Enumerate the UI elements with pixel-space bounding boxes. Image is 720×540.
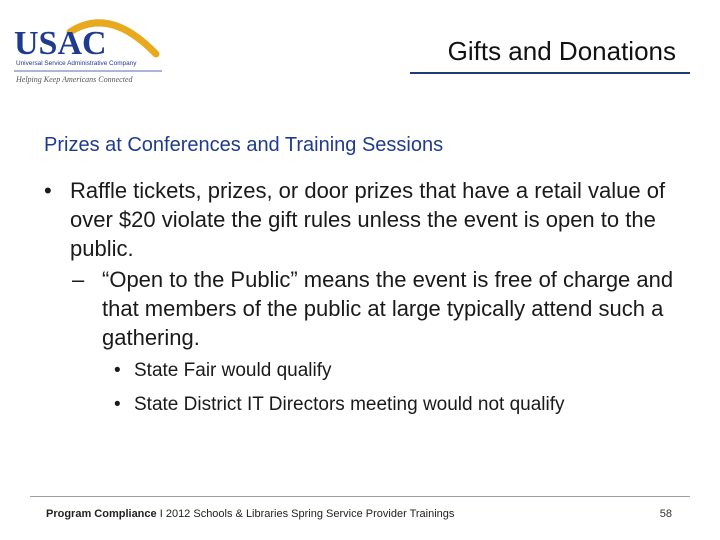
bullet-level2 — [44, 265, 704, 352]
footer-divider — [30, 496, 690, 497]
bullet-text: State District IT Directors meeting would not qualify — [134, 394, 565, 415]
usac-logo-graphic — [12, 10, 172, 88]
bullet-marker: • — [114, 360, 121, 381]
bullet-text: State Fair would qualify — [134, 360, 332, 381]
bullet-marker: • — [44, 178, 52, 203]
bullet-text: Raffle tickets, prizes, or door prizes that have a retail value of over $20 violate the gift rules unless the event is open to the public. — [70, 178, 666, 261]
footer-caption — [46, 508, 454, 520]
slide-title: Gifts and Donations — [447, 36, 676, 66]
footer-training: 2012 Schools & Libraries Spring Service Provider Trainings — [165, 508, 455, 520]
logo-tagline: Helping Keep Americans Connected — [16, 75, 133, 84]
dash-marker: – — [72, 267, 85, 292]
slide-body — [44, 176, 704, 422]
bullet-level3-it-directors — [44, 388, 704, 422]
bullet-level1 — [44, 176, 704, 263]
footer-program: Program Compliance — [46, 508, 157, 520]
footer-separator: I — [159, 508, 163, 520]
section-heading: Prizes at Conferences and Training Sessions — [44, 134, 444, 156]
bullet-marker: • — [114, 394, 121, 415]
logo-wordmark: USAC — [14, 25, 107, 62]
logo-subtitle: Universal Service Administrative Company — [16, 60, 137, 67]
usac-logo — [12, 10, 172, 88]
bullet-level3-state-fair — [44, 354, 704, 388]
bullet-text: “Open to the Public” means the event is free of charge and that members of the public at large typically attend such a gathering. — [102, 267, 674, 350]
page-number: 58 — [659, 508, 672, 520]
title-underline — [410, 72, 690, 74]
